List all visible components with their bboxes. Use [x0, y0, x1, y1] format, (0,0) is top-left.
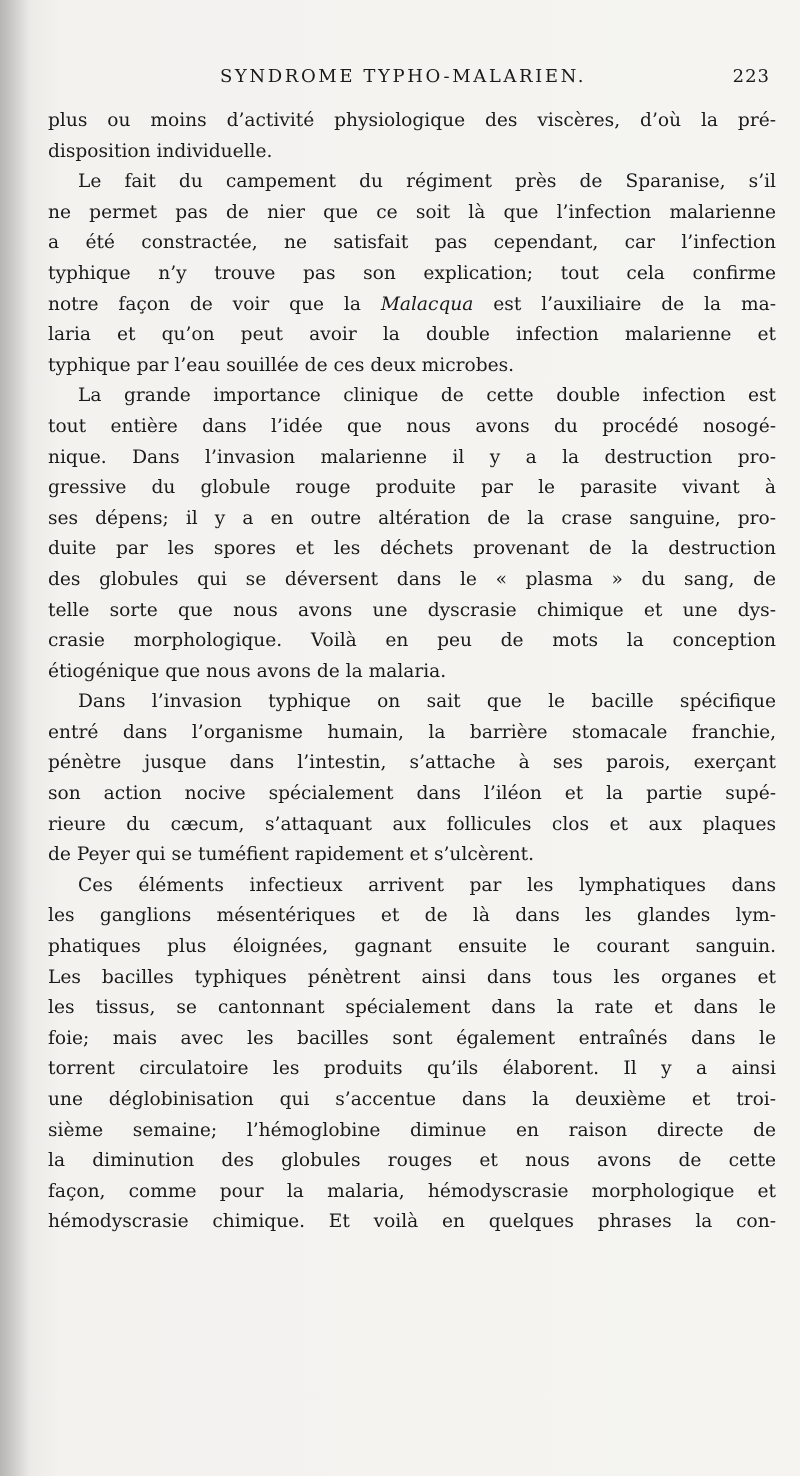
text-line: étiogénique que nous avons de la malaria. — [48, 660, 447, 682]
text-line: disposition individuelle. — [48, 140, 273, 162]
text-line: Ces éléments infectieux arrivent par les lymphatiques dans — [78, 874, 776, 896]
text-line: gressive du globule rouge produite par le parasite vivant à — [48, 477, 776, 499]
text-line: pénètre jusque dans l’intestin, s’attache à ses parois, exerçant — [48, 752, 776, 774]
binding-shadow — [0, 0, 30, 1476]
text-line: hémodyscrasie chimique. Et voilà en quelques phrases la con- — [48, 1211, 776, 1233]
text-line: a été constractée, ne satisfait pas cependant, car l’infection — [48, 232, 776, 254]
text-line: Les bacilles typhiques pénètrent ainsi dans tous les organes et — [48, 966, 776, 988]
text-line: La grande importance clinique de cette double infection est — [78, 385, 776, 407]
text-line: les ganglions mésentériques et de là dans les glandes lym- — [48, 905, 776, 927]
text-line: torrent circulatoire les produits qu’ils élaborent. Il y a ainsi — [48, 1058, 776, 1080]
text-line: une déglobinisation qui s’accentue dans la deuxième et troi- — [48, 1089, 776, 1110]
text-line: son action nocive spécialement dans l’iléon et la partie supé- — [48, 783, 776, 805]
text-line: ses dépens; il y a en outre altération de la crase sanguine, pro- — [48, 507, 776, 529]
text-line: ne permet pas de nier que ce soit là que l’infection malarienne — [48, 201, 776, 223]
body-text — [48, 106, 776, 1238]
text-line: entré dans l’organisme humain, la barrière stomacale franchie, — [48, 721, 776, 743]
page-header — [60, 66, 770, 96]
text-line: de Peyer qui se tuméfient rapidement et s’ulcèrent. — [48, 844, 534, 866]
text-line: telle sorte que nous avons une dyscrasie chimique et une dys- — [48, 599, 776, 621]
text-line: plus ou moins d’activité physiologique des viscères, d’où la pré- — [48, 110, 776, 131]
text-line: rieure du cæcum, s’attaquant aux follicules clos et aux plaques — [48, 813, 776, 835]
page-number: 223 — [732, 66, 770, 87]
text-line: phatiques plus éloignées, gagnant ensuite le courant sanguin. — [48, 936, 776, 958]
text-line: les tissus, se cantonnant spécialement dans la rate et dans le — [48, 997, 776, 1019]
running-title: SYNDROME TYPHO-MALARIEN. — [220, 66, 587, 87]
text-line: sième semaine; l’hémoglobine diminue en raison directe de — [48, 1119, 776, 1141]
text-line: Le fait du campement du régiment près de Sparanise, s’il — [78, 171, 776, 193]
text-line: notre façon de voir que la Malacqua est l’auxiliaire de la ma- — [48, 293, 776, 315]
emphasis-term: Malacqua — [380, 293, 474, 315]
text-line: nique. Dans l’invasion malarienne il y a la destruction pro- — [48, 446, 776, 468]
text-line: tout entière dans l’idée que nous avons du procédé nosogé- — [48, 415, 776, 437]
text-line: foie; mais avec les bacilles sont également entraînés dans le — [48, 1027, 776, 1049]
text-line: la diminution des globules rouges et nous avons de cette — [48, 1150, 776, 1172]
text-line: laria et qu’on peut avoir la double infection malarienne et — [48, 324, 776, 346]
text-line: typhique par l’eau souillée de ces deux microbes. — [48, 354, 515, 376]
text-line: duite par les spores et les déchets provenant de la destruction — [48, 538, 776, 560]
text-line: façon, comme pour la malaria, hémodyscrasie morphologique et — [48, 1180, 776, 1202]
text-line: des globules qui se déversent dans le « plasma » du sang, de — [48, 568, 776, 590]
text-line: crasie morphologique. Voilà en peu de mots la conception — [48, 630, 776, 652]
text-line: typhique n’y trouve pas son explication; tout cela confirme — [48, 262, 776, 284]
text-line: Dans l’invasion typhique on sait que le bacille spécifique — [78, 691, 776, 713]
